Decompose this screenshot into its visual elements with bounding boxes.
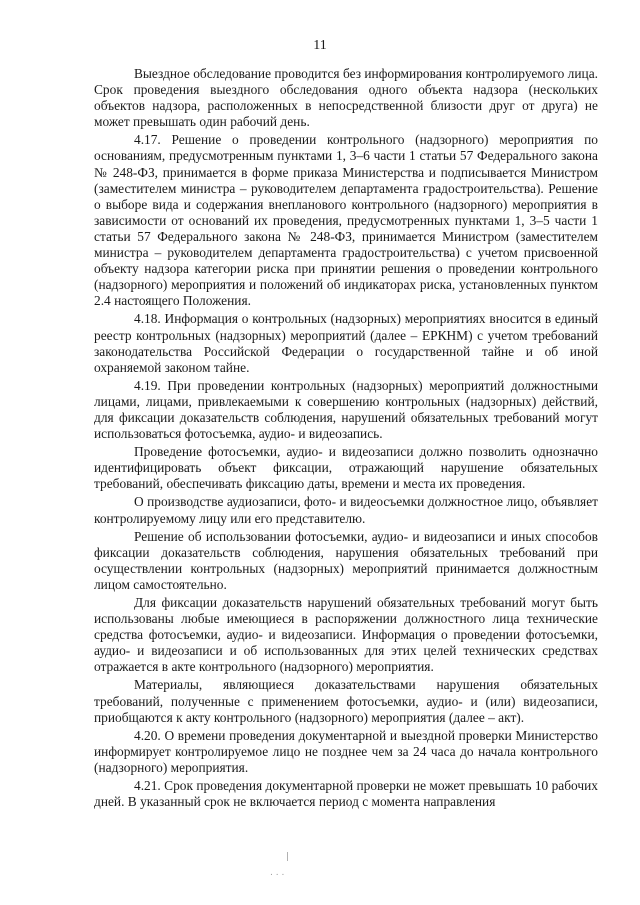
paragraph-4-17: 4.17. Решение о проведении контрольного (надзорного) мероприятия по основаниям, предусмотренным пунктами 1, 3–6 части 1 статьи 57 Федерального закона № 248-ФЗ, принимается в форме приказа Министерства и подписывается Министром (заместителем министра – руководителем департамента градостроительства). Решение о выборе вида и содержания внепланового контрольного (надзорного) мероприятия в зависимости от оснований их проведения, предусмотренных пунктами 1, 3–5 части 1 статьи 57 Федерального закона № 248-ФЗ, принимается Министром (заместителем министра – руководителем департамента градостроительства) с учетом присвоенной объекту надзора категории риска при принятии решения о проведении контрольного (надзорного) мероприятия и положений об индикаторах риска, установленных пунктом 2.4 настоящего Положения.: [94, 132, 598, 309]
paragraph-photo-identification: Проведение фотосъемки, аудио- и видеозаписи должно позволить однозначно идентифицировать объект фиксации, отражающий нарушение обязательных требований, обеспечивать фиксацию даты, времени и места их проведения.: [94, 444, 598, 492]
page-number: 11: [313, 38, 327, 53]
paragraph-4-19: 4.19. При проведении контрольных (надзорных) мероприятий должностными лицами, лицами, привлекаемыми к совершению контрольных (надзорных) действий, для фиксации доказательств соблюдения, нарушений обязательных требований могут использоваться фотосъемка, аудио- и видеозапись.: [94, 377, 598, 442]
scan-artifact: . . .: [270, 868, 285, 878]
paragraph-recording-announcement: О производстве аудиозаписи, фото- и видеосъемки должностное лицо, объявляет контролируемому лицу или его представителю.: [94, 494, 598, 526]
paragraph-inspection-no-notice: Выездное обследование проводится без информирования контролируемого лица. Срок проведения выездного обследования одного объекта надзора (нескольких объектов надзора, расположенных в непосредственной близости друг от друга) не может превышать один рабочий день.: [94, 66, 598, 130]
scan-artifact: |: [286, 852, 290, 862]
paragraph-4-20: 4.20. О времени проведения документарной и выездной проверки Министерство информирует контролируемое лицо не позднее чем за 24 часа до начала контрольного (надзорного) мероприятия.: [94, 727, 598, 775]
paragraph-4-21: 4.21. Срок проведения документарной проверки не может превышать 10 рабочих дней. В указанный срок не включается период с момента направления: [94, 778, 598, 810]
paragraph-evidence-materials: Материалы, являющиеся доказательствами нарушения обязательных требований, полученные с применением фотосъемки, аудио- и (или) видеозаписи, приобщаются к акту контрольного (надзорного) мероприятия (далее – акт).: [94, 677, 598, 725]
paragraph-4-18: 4.18. Информация о контрольных (надзорных) мероприятиях вносится в единый реестр контрольных (надзорных) мероприятий (далее – ЕРКНМ) с учетом требований законодательства Российской Федерации о государственной тайне и об иной охраняемой законом тайне.: [94, 311, 598, 375]
paragraph-technical-means: Для фиксации доказательств нарушений обязательных требований могут быть использованы любые имеющиеся в распоряжении должностного лица технические средства фотосъемки, аудио- и видеозаписи. Информация о проведении фотосъемки, аудио- и видеозаписи и об использованных для этих целей технических средствах отражается в акте контрольного (надзорного) мероприятия.: [94, 595, 598, 675]
document-body: [94, 66, 598, 812]
paragraph-recording-decision: Решение об использовании фотосъемки, аудио- и видеозаписи и иных способов фиксации доказательств соблюдения, нарушения обязательных требований при осуществлении контрольных (надзорных) мероприятий принимается должностным лицом самостоятельно.: [94, 528, 598, 592]
